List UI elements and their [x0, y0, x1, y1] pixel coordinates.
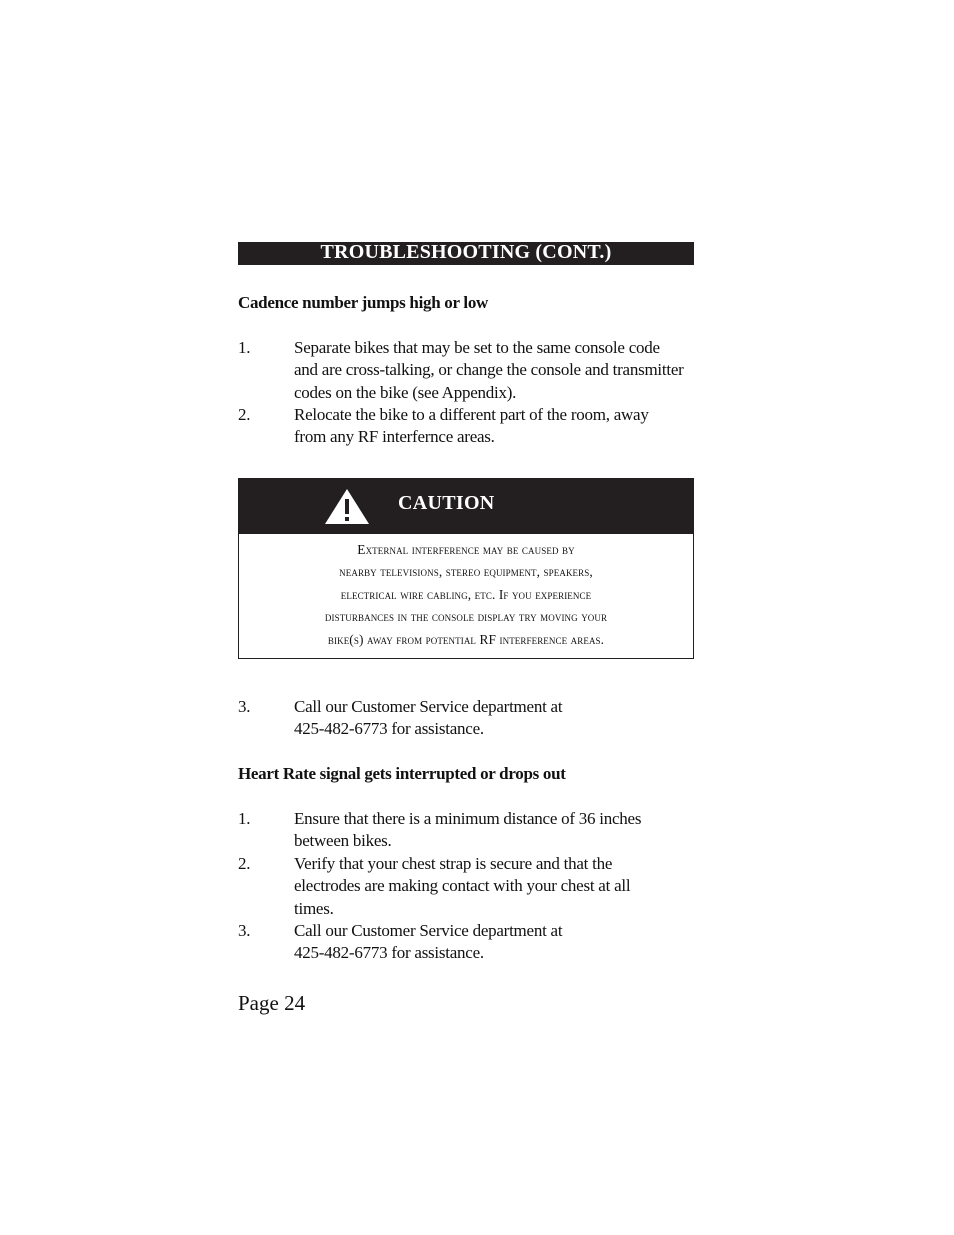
item-text: Call our Customer Service department at 425-482-6773 for assistance.	[294, 697, 563, 739]
item-number: 2.	[238, 854, 251, 873]
section-title: TROUBLESHOOTING (CONT.)	[320, 241, 612, 263]
cadence-item-2	[238, 404, 684, 449]
caution-title: CAUTION	[398, 492, 495, 514]
heart-rate-item-2	[238, 853, 670, 920]
cadence-item-1	[238, 337, 684, 404]
item-text: Verify that your chest strap is secure and that the electrodes are making contact with your chest at all times.	[294, 854, 631, 918]
item-text: Relocate the bike to a different part of the room, away from any RF interfernce areas.	[294, 405, 649, 447]
caution-box	[238, 478, 694, 659]
item-text: Call our Customer Service department at 425-482-6773 for assistance.	[294, 921, 563, 963]
caution-text: External interference may be caused by nearby televisions, stereo equipment, speakers, electrical wire cabling, etc. If you experience disturbances in the console display try moving your bike(s) away from potential RF interference areas.	[324, 542, 608, 647]
cadence-heading: Cadence number jumps high or low	[238, 293, 488, 312]
warning-triangle-icon	[324, 488, 370, 525]
item-number: 3.	[238, 697, 251, 716]
caution-header	[239, 479, 693, 534]
item-number: 2.	[238, 405, 251, 424]
heart-rate-heading: Heart Rate signal gets interrupted or drops out	[238, 764, 566, 783]
heart-rate-item-3	[238, 920, 684, 965]
item-number: 1.	[238, 809, 251, 828]
item-number: 3.	[238, 921, 251, 940]
heart-rate-item-1	[238, 808, 670, 853]
section-header	[238, 242, 694, 265]
item-text: Separate bikes that may be set to the same console code and are cross-talking, or change the console and transmitter codes on the bike (see Appendix).	[294, 338, 684, 402]
item-number: 1.	[238, 338, 251, 357]
page-number: Page 24	[238, 991, 306, 1015]
item-text: Ensure that there is a minimum distance of 36 inches between bikes.	[294, 809, 642, 851]
cadence-item-3	[238, 696, 684, 741]
